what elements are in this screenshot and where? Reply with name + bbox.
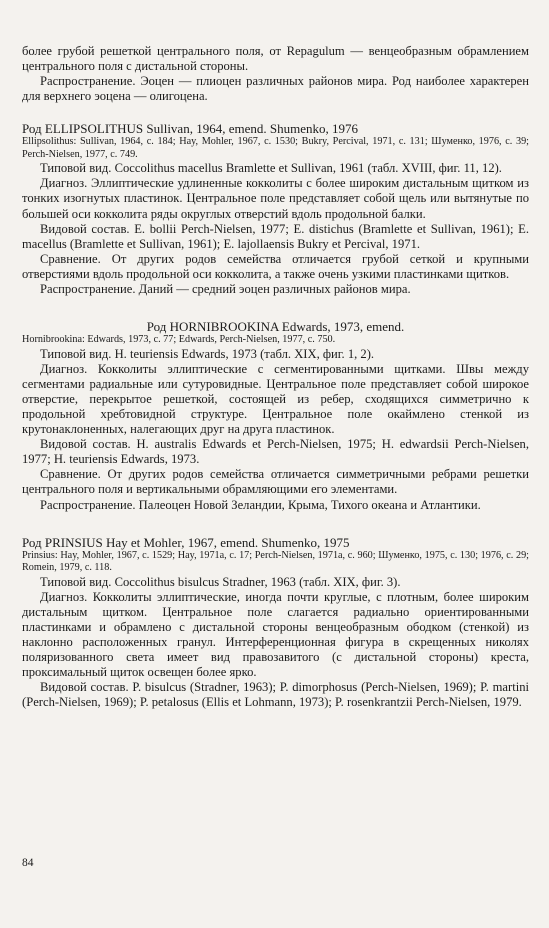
paragraph: Типовой вид. Coccolithus macellus Bramlette et Sullivan, 1961 (табл. XVIII, фиг. 11, 12). bbox=[40, 161, 502, 176]
genus-heading: Род ELLIPSOLITHUS Sullivan, 1964, emend. Shumenko, 1976 bbox=[22, 121, 358, 137]
paragraph: Сравнение. От других родов семейства отличается грубой сеткой и крупными отверстиями вдоль продольной оси кокколита, а также очень узкими пластинками щитков. bbox=[22, 251, 529, 281]
paragraph: Видовой состав. P. bisulcus (Stradner, 1963); P. dimorphosus (Perch-Nielsen, 1969); P. martini (Perch-Nielsen, 1969); P. petalosus (Ellis et Lohmann, 1973); P. rosenkrantzii Perch-Nielsen, 1979. bbox=[22, 680, 529, 710]
paragraph: Видовой состав. H. australis Edwards et Perch-Nielsen, 1975; H. edwardsii Perch-Nielsen, 1977; H. teuriensis Edwards, 1973. bbox=[22, 437, 529, 467]
paragraph: Диагноз. Эллиптические удлиненные кокколиты с более широким дистальным щитком из тонких изогнутых пластинок. Центральное поле представляет собой щель или вытянутые по большей оси кокколита ряды округлых отверстий вдоль продольной балки. bbox=[22, 176, 529, 221]
section-gap bbox=[22, 513, 529, 535]
genus-heading: Род PRINSIUS Hay et Mohler, 1967, emend. Shumenko, 1975 bbox=[22, 534, 350, 550]
page-body bbox=[22, 44, 529, 710]
section-gap bbox=[22, 104, 529, 121]
paragraph: Типовой вид. Coccolithus bisulcus Stradner, 1963 (табл. XIX, фиг. 3). bbox=[40, 574, 401, 589]
synonymy-reference: Hornibrookina: Edwards, 1973, c. 77; Edwards, Perch-Nielsen, 1977, c. 750. bbox=[22, 334, 336, 346]
section-gap bbox=[22, 297, 529, 319]
paragraph: Распространение. Эоцен — плиоцен различных районов мира. Род наиболее характерен для верхнего эоцена — олигоцена. bbox=[22, 74, 529, 104]
paragraph: Типовой вид. H. teuriensis Edwards, 1973 (табл. XIX, фиг. 1, 2). bbox=[40, 346, 375, 361]
synonymy-reference: Prinsius: Hay, Mohler, 1967, c. 1529; Hay, 1971a, c. 17; Perch-Nielsen, 1971a, c. 960; Шуменко, 1975, c. 130; 1976, c. 29; Romein, 1979, c. 118. bbox=[22, 549, 529, 574]
paragraph: Распространение. Палеоцен Новой Зеландии, Крыма, Тихого океана и Атлантики. bbox=[40, 497, 481, 512]
paragraph: Распространение. Даний — средний эоцен различных районов мира. bbox=[40, 282, 411, 297]
paragraph: Сравнение. От других родов семейства отличается симметричными ребрами решетки центрального поля и вертикальными обрамляющими его элементами. bbox=[22, 467, 529, 497]
paragraph: Диагноз. Кокколиты эллиптические, иногда почти круглые, с плотным, более широким дистальным щитком. Центральное поле слагается радиально ориентированными пластинками и обрамлено с дистальной стороны венцеобразным ободком (стенкой) из наклонно расположенных гранул. Интерференционная фигура в скрещенных николях поляризованного света имеет вид правозавитого (с дистальной стороны) креста, проксимальный щиток освещен более ярко. bbox=[22, 589, 529, 680]
page-number: 84 bbox=[22, 857, 34, 869]
synonymy-reference: Ellipsolithus: Sullivan, 1964, c. 184; Hay, Mohler, 1967, c. 1530; Bukry, Percival, 1971, c. 131; Шуменко, 1976, c. 39; Perch-Nielsen, 1977, c. 749. bbox=[22, 136, 529, 160]
paragraph: Видовой состав. E. bollii Perch-Nielsen, 1977; E. distichus (Bramlette et Sullivan, 1961); E. macellus (Bramlette et Sullivan, 1961); E. lajollaensis Bukry et Percival, 1971. bbox=[22, 221, 529, 251]
paragraph: более грубой решеткой центрального поля, от Repagulum — венцеобразным обрамлением центрального поля с дистальной стороны. bbox=[22, 44, 529, 74]
paragraph: Диагноз. Кокколиты эллиптические с сегментированными щитками. Швы между сегментами радиальные или сутуровидные. Центральное поле представляет собой широкое отверстие, перекрытое решеткой, состоящей из ребер, сходящихся симметрично к продольной хребтовидной структуре. Центральное поле окаймлено стенкой из крутонаклоненных, налегающих друг на друга пластинок. bbox=[22, 361, 529, 437]
genus-heading: Род HORNIBROOKINA Edwards, 1973, emend. bbox=[146, 319, 405, 335]
